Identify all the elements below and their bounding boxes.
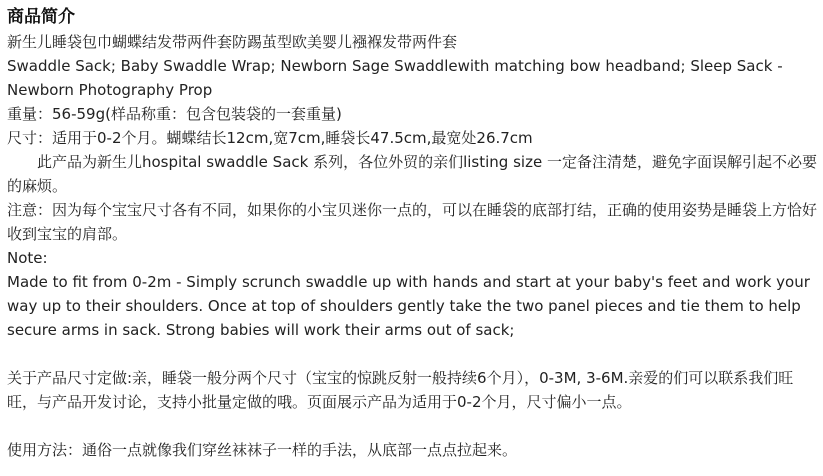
- usage-note-cn: 注意：因为每个宝宝尺寸各有不同，如果你的小宝贝迷你一点的，可以在睡袋的底部打结，正确的使用姿势是睡袋上方恰好收到宝宝的肩部。: [7, 201, 818, 243]
- note-heading: Note:: [7, 249, 48, 267]
- custom-size-note: 关于产品尺寸定做:亲，睡袋一般分两个尺寸（宝宝的惊跳反射一般持续6个月），0-3M, 3-6M.亲爱的们可以联系我们旺旺，与产品开发讨论，支持小批量定做的哦。页面展示产品为适用于0-2个月，尺寸偏小一点。: [7, 369, 794, 411]
- usage-method: 使用方法：通俗一点就像我们穿丝袜袜子一样的手法，从底部一点点拉起来。: [7, 441, 518, 459]
- product-name-en: Swaddle Sack; Baby Swaddle Wrap; Newborn Sage Swaddlewith matching bow headband; Sleep Sack - Newborn Photography Prop: [7, 57, 783, 99]
- product-name-cn: 新生儿睡袋包巾蝴蝶结发带两件套防踢茧型欧美婴儿襁褓发带两件套: [7, 33, 458, 51]
- spacer: [7, 414, 819, 438]
- usage-note-en: Made to fit from 0-2m - Simply scrunch swaddle up with hands and start at your baby's feet and work your way up to their shoulders. Once at top of shoulders gently take the two panel pieces and tie them to help secure arms in sack. Strong babies will work their arms out of sack;: [7, 273, 810, 339]
- spacer: [7, 342, 819, 366]
- size-spec: 尺寸：适用于0-2个月。蝴蝶结长12cm,宽7cm,睡袋长47.5cm,最宽处26.7cm: [7, 129, 533, 147]
- listing-note: 此产品为新生儿hospital swaddle Sack 系列，各位外贸的亲们listing size 一定备注清楚，避免字面误解引起不必要的麻烦。: [7, 153, 817, 195]
- section-title: 商品简介: [7, 7, 75, 27]
- weight-spec: 重量：56-59g(样品称重：包含包装袋的一套重量): [7, 105, 342, 123]
- product-description: [7, 6, 819, 462]
